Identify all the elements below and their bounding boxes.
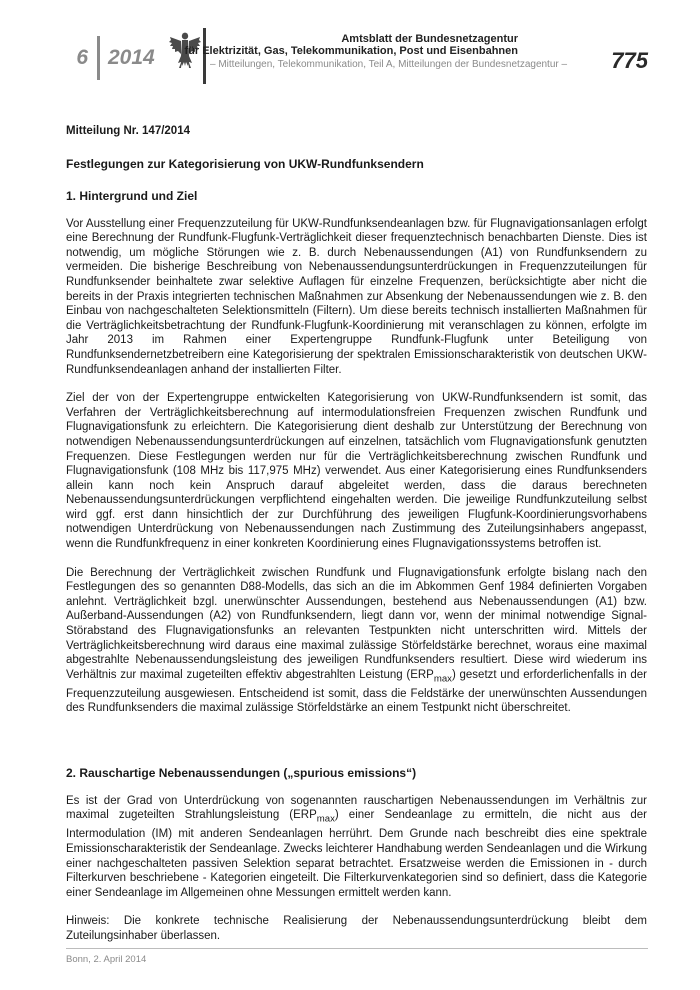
footer-date: Bonn, 2. April 2014	[66, 954, 147, 965]
section-heading-2: 2. Rauschartige Nebenaussendungen („spurious emissions“)	[66, 765, 417, 780]
paragraph	[66, 794, 647, 900]
subscript-max: max	[433, 673, 452, 685]
issue-divider	[97, 36, 100, 80]
paragraph-text: Die Berechnung der Verträglichkeit zwischen Rundfunk und Flugnavigationsfunk erfolgte bislang nach den Festlegungen des so genannten D88-Modells, das sich an die im Abkommen Genf 1984 definierten Vorgaben anlehnt. Verträglichkeit bzgl. unerwünschter Aussendungen, bestehend aus Nebenaussendungen (A1) bzw. Außerband-Aussendungen (A2) von Rundfunksendern, liegt dann vor, wenn der minimal notwendige Signal-Störabstand des Flugnavigationsfunks an relevanten Testpunkten nicht unterschritten wird. Mittels der Verträglichkeitsberechnung wird daraus eine maximal zulässige Störfeldstärke berechnet, woraus eine maximal abgestrahlte Nebenaussendungsleistung des jeweiligen Rundfunksenders resultiert. Diese wird wiederum ins Verhältnis zur maximal zugeteilten effektiv abgestrahlten Leistung (ERP	[66, 566, 647, 681]
paragraph-text: ) gesetzt und erforderlichenfalls in der Frequenzzuteilung ausgewiesen. Entscheidend ist somit, dass die Feldstärke der unerwünschten Aussendungen des Rundfunksenders die maximal zulässige Störfeldstärke an einem Testpunkt nicht überschreitet.	[66, 668, 647, 715]
notice-number: Mitteilung Nr. 147/2014	[66, 125, 190, 137]
gazette-title-line2: für Elektrizität, Gas, Telekommunikation, Post und Eisenbahnen	[184, 45, 518, 57]
subscript-max: max	[316, 813, 335, 825]
section-heading-1: 1. Hintergrund und Ziel	[66, 188, 198, 203]
gazette-title-line1: Amtsblatt der Bundesnetzagentur	[341, 33, 518, 45]
paragraph	[66, 566, 647, 716]
paragraph-text: ) einer Sendeanlage zu ermitteln, die nicht aus der Intermodulation (IM) mit anderen Sendeanlagen herrührt. Dem Grunde nach beschreibt dies eine spektrale Emissionscharakteristik der Sendeanlage. Zwecks leichterer Handhabung werden Sendeanlagen und die Wirkung einer nachgeschalteten passiven Selektion separat betrachtet. Ersatzweise werden die Emissionen in - durch Filterkurven beschriebene - Kategorien eingeteilt. Die Filterkurvenkategorien sind so definiert, dass die Kategorie einer Sendeanlage im Allgemeinen ohne Messungen ermittelt werden kann.	[66, 809, 647, 899]
issue-indicator	[64, 46, 155, 70]
document-body	[66, 124, 647, 944]
paragraph: Hinweis: Die konkrete technische Realisierung der Nebenaussendungsunterdrückung bleibt dem Zuteilungsinhaber überlassen.	[66, 915, 647, 942]
paragraph-text: Es ist der Grad von Unterdrückung von sogenannten rauschartigen Nebenaussendungen im Verhältnis zur maximal zugeteilten Strahlungsleistung (ERP	[66, 794, 647, 822]
footer-divider	[66, 948, 648, 949]
gazette-title	[184, 33, 518, 57]
page-number: 775	[611, 48, 648, 73]
issue-number: 6	[76, 46, 88, 69]
issue-year: 2014	[108, 46, 155, 69]
gazette-subtitle: – Mitteilungen, Telekommunikation, Teil A, Mitteilungen der Bundesnetzagentur –	[210, 59, 568, 70]
document-title: Festlegungen zur Kategorisierung von UKW-Rundfunksendern	[66, 156, 424, 171]
paragraph: Vor Ausstellung einer Frequenzzuteilung für UKW-Rundfunksendeanlagen bzw. für Flugnavigationsanlagen erfolgt eine Berechnung der Rundfunk-Flugfunk-Verträglichkeit dieser frequenztechnisch benachbarten Dienste. Dies ist notwendig, um mögliche Störungen wie z. B. durch Nebenaussendungen (A1) von Rundfunksendern zu vermeiden. Die bisherige Beschreibung von Nebenaussendungsunterdrückungen in Frequenzzuteilungen für Rundfunksender beinhaltete zwar selektive Auflagen für einzelne Frequenzen, berücksichtigte aber nicht die bereits in der Praxis integrierten technischen Maßnahmen zur Absenkung der Nebenaussendungen wie z. B. den Einbau von nachgeschalteten Selektionsmitteln (Filtern). Um diese bereits technisch installierten Maßnahmen für die Verträglichkeitsbetrachtung der Rundfunk-Flugfunk-Koordinierung mit veranschlagen zu können, erfolgte im Jahr 2013 im Rahmen einer Expertengruppe Rundfunk-Flugfunk unter Beteiligung von Rundfunksendernetzbetreibern eine Kategorisierung der spektralen Emissionscharakteristik von deutschen UKW-Rundfunksendeanlagen anhand der installierten Filter.	[66, 217, 647, 376]
paragraph: Ziel der von der Expertengruppe entwickelten Kategorisierung von UKW-Rundfunksendern ist somit, das Verfahren der Verträglichkeitsberechnung auf intermodulationsfreien Frequenzen zwischen Rundfunk und Flugnavigationsfunk zu erleichtern. Die Kategorisierung dient deshalb zur Unterstützung der Berechnung von notwendigen Nebenaussendungsunterdrückungen auf einzelnen, tatsächlich vom Flugnavigationsfunk genutzten Frequenzen. Diese Festlegungen werden nur für die Verträglichkeitsberechnung zwischen Rundfunk und Flugnavigationsfunk (108 MHz bis 117,975 MHz) verwendet. Aus einer Kategorisierung eines Rundfunksenders allein kann noch kein Anspruch darauf abgeleitet werden, dass die daraus berechneten Nebenaussendungsunterdrückungen verpflichtend eingehalten werden. Die jeweilige Rundfunkzuteilung selbst wird ggf. erst dann hinsichtlich der zur Durchführung des jeweiligen Flugfunk-Koordinierungsvorhabens notwendigen Unterdrückung von Nebenaussendungen nach Zustimmung des Zuteilungsinhabers angepasst, wenn die Rundfunkfrequenz in einer konkreten Koordinierung eines Flugnavigationssystems betroffen ist.	[66, 392, 647, 551]
